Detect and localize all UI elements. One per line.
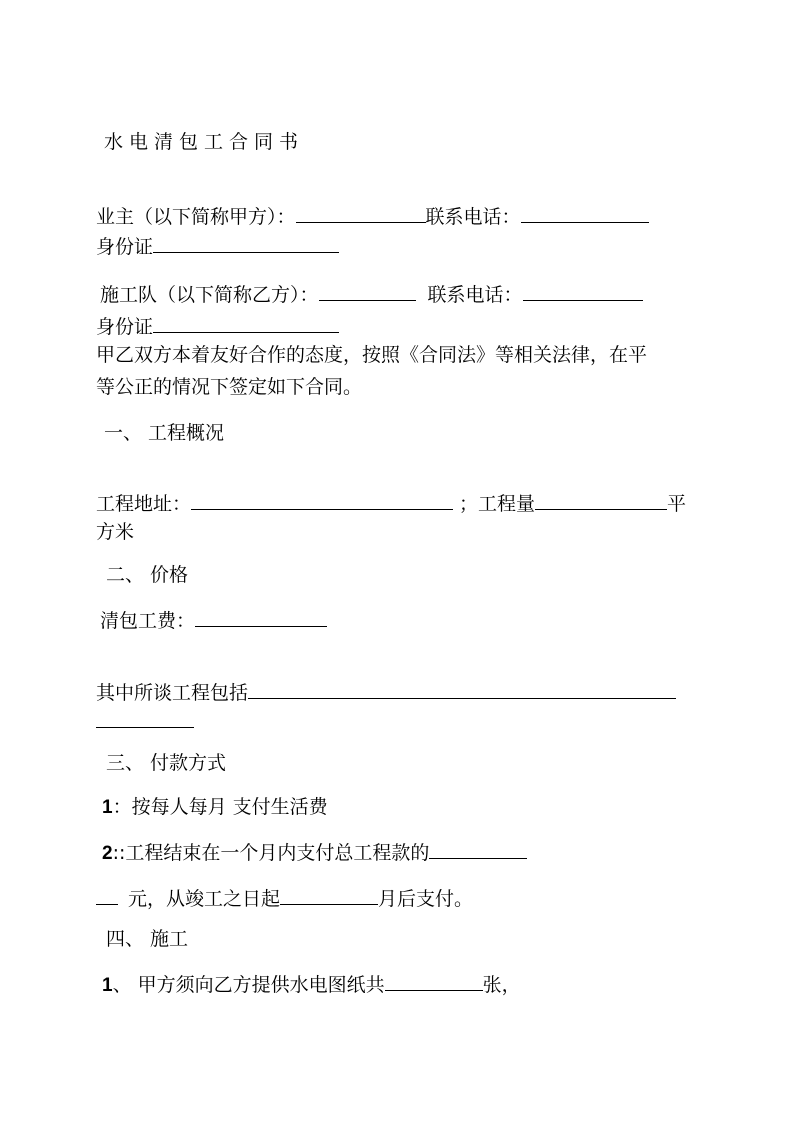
construction-item-1-number: 1: [102, 975, 113, 996]
owner-id-field[interactable]: [153, 233, 339, 253]
payment-amount-field[interactable]: [96, 885, 118, 905]
unit-label-part1: 平: [667, 493, 687, 515]
fee-field[interactable]: [195, 607, 327, 627]
quantity-label: ；工程量: [459, 493, 536, 515]
includes-line: [96, 679, 676, 703]
includes-continuation: [96, 708, 194, 732]
contractor-label: 施工队（以下简称乙方）：: [100, 284, 319, 306]
owner-id-line: [96, 233, 339, 257]
section-heading-payment: 三、 付款方式: [106, 752, 227, 774]
owner-name-field[interactable]: [296, 203, 426, 223]
contractor-id-field[interactable]: [153, 313, 339, 333]
owner-phone-field[interactable]: [521, 203, 649, 223]
unit-line: 方米: [96, 521, 135, 543]
payment-item-1: [102, 795, 328, 819]
owner-phone-label: 联系电话：: [425, 206, 521, 228]
document-title: 水电清包工合同书: [104, 131, 305, 153]
address-field[interactable]: [191, 490, 453, 510]
contractor-name-field[interactable]: [319, 281, 416, 301]
intro-line-2: 等公正的情况下签定如下合同。: [96, 376, 363, 398]
section-heading-price: 二、 价格: [106, 564, 189, 586]
contractor-phone-label: 联系电话：: [427, 284, 523, 306]
construction-item-1-text: 、 甲方须向乙方提供水电图纸共: [112, 974, 385, 996]
payment-item-2-number: 2: [102, 843, 113, 864]
intro-line-1: 甲乙双方本着友好合作的态度，按照《合同法》等相关法律，在平: [96, 344, 648, 366]
address-label: 工程地址：: [96, 493, 192, 515]
payment-item-3-end: 月后支付。: [378, 888, 474, 910]
payment-item-2-text: ::工程结束在一个月内支付总工程款的: [112, 842, 430, 864]
address-line: [96, 490, 686, 514]
includes-field[interactable]: [248, 679, 676, 699]
drawings-count-field[interactable]: [385, 971, 483, 991]
section-heading-overview: 一、 工程概况: [104, 422, 225, 444]
includes-field-continued[interactable]: [96, 708, 194, 728]
owner-label: 业主（以下简称甲方）：: [96, 206, 296, 228]
includes-label: 其中所谈工程包括: [96, 682, 249, 704]
payment-item-1-text: ：按每人每月 支付生活费: [112, 796, 328, 818]
payment-item-3-text: 元，从竣工之日起: [128, 888, 281, 910]
contractor-id-line: [96, 313, 339, 337]
payment-item-3: [96, 885, 473, 909]
fee-line: [100, 607, 327, 631]
payment-months-field[interactable]: [280, 885, 378, 905]
construction-item-1: [102, 971, 521, 995]
construction-item-1-end: 张，: [482, 974, 521, 996]
payment-item-2: [102, 839, 527, 863]
owner-id-label: 身份证: [96, 236, 154, 258]
quantity-field[interactable]: [535, 490, 667, 510]
contractor-line: [100, 281, 643, 305]
payment-percent-field[interactable]: [429, 839, 527, 859]
owner-line: [96, 203, 649, 227]
contractor-phone-field[interactable]: [523, 281, 643, 301]
section-heading-construction: 四、 施工: [106, 928, 189, 950]
payment-item-1-number: 1: [102, 797, 113, 818]
fee-label: 清包工费：: [100, 610, 196, 632]
contractor-id-label: 身份证: [96, 316, 154, 338]
